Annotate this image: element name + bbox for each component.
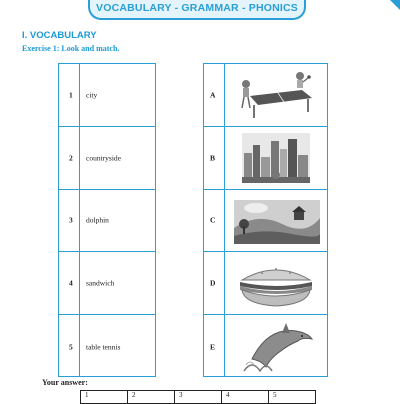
answer-cell[interactable] [222, 391, 269, 403]
item-letter: E [210, 342, 216, 352]
picture-row [204, 127, 327, 190]
answer-number: 2 [132, 391, 136, 399]
picture-row [204, 315, 327, 378]
answer-label: Your answer: [42, 378, 88, 387]
item-number: 5 [69, 342, 73, 352]
answer-number: 3 [179, 391, 183, 399]
item-letter: D [210, 278, 216, 288]
item-number: 2 [69, 153, 73, 163]
item-number: 4 [69, 278, 73, 288]
answer-cell[interactable] [269, 391, 315, 403]
answer-table [80, 390, 316, 404]
item-number: 1 [69, 90, 73, 100]
exercise-title: Exercise 1: Look and match. [22, 44, 120, 53]
item-number: 3 [69, 215, 73, 225]
answer-number: 4 [226, 391, 230, 399]
pictures-table [203, 63, 328, 377]
word-row [59, 190, 155, 253]
word-row [59, 64, 155, 127]
picture-row [204, 64, 327, 127]
header-banner [88, 0, 306, 20]
item-letter: A [210, 90, 216, 100]
header-title: VOCABULARY - GRAMMAR - PHONICS [96, 2, 298, 14]
answer-cell[interactable] [81, 391, 128, 403]
countryside-picture [232, 194, 320, 248]
word-text: dolphin [86, 215, 109, 225]
word-text: table tennis [86, 342, 121, 352]
word-row [59, 127, 155, 190]
word-text: city [86, 90, 98, 100]
word-text: countryside [86, 153, 121, 163]
picture-row [204, 190, 327, 253]
answer-cell[interactable] [128, 391, 175, 403]
item-letter: C [210, 215, 216, 225]
answer-number: 1 [85, 391, 89, 399]
table-tennis-picture [232, 68, 320, 122]
item-letter: B [210, 153, 216, 163]
corner-tab [390, 0, 400, 10]
answer-number: 5 [273, 391, 277, 399]
dolphin-picture [232, 319, 320, 373]
words-table [58, 63, 156, 377]
city-picture [232, 131, 320, 185]
word-row [59, 315, 155, 378]
section-heading: I. VOCABULARY [22, 30, 97, 41]
picture-row [204, 252, 327, 315]
word-text: sandwich [86, 278, 115, 288]
answer-cell[interactable] [175, 391, 222, 403]
sandwich-picture [232, 256, 320, 310]
word-row [59, 252, 155, 315]
